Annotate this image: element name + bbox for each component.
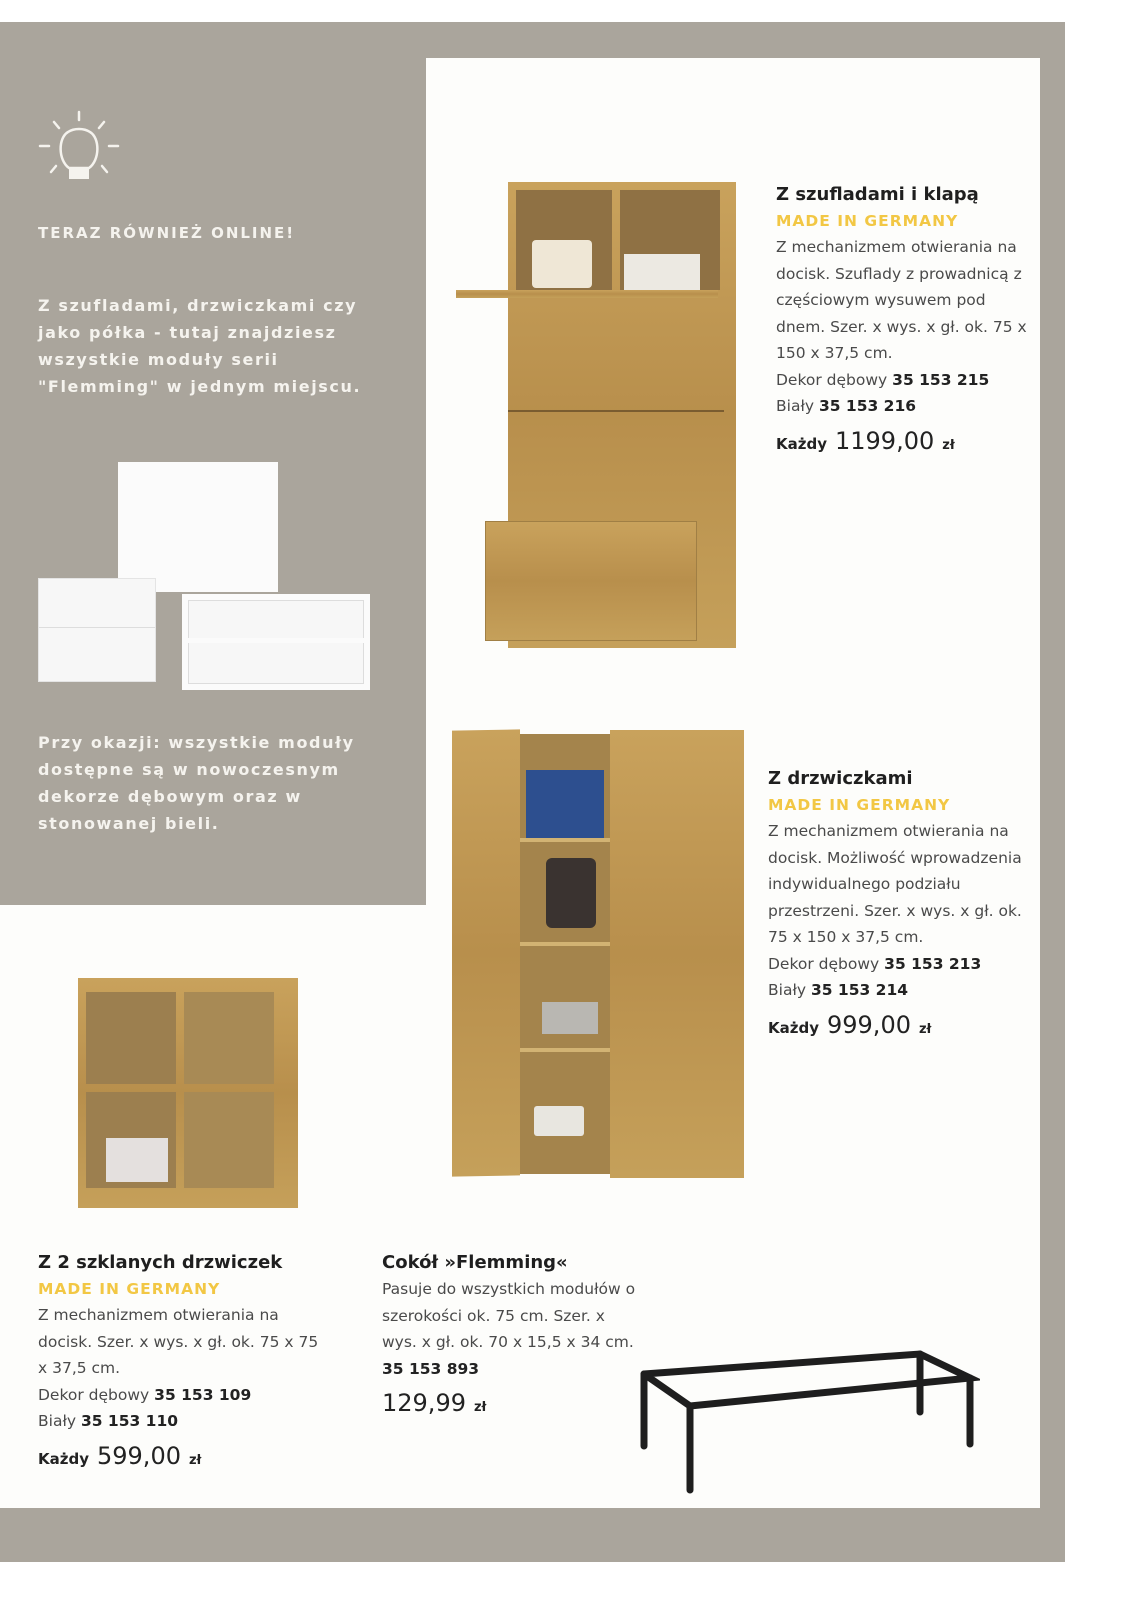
each-label: Każdy <box>38 1449 89 1468</box>
product-description: Z mechanizmem otwierania na docisk. Możliwość wprowadzenia indywidualnego podziału przestrzeni. Szer. x wys. x gł. ok. 75 x 150 x 37,5 cm. <box>768 822 1022 946</box>
promo-paragraph: Z szufladami, drzwiczkami czy jako półka - tutaj znajdziesz wszystkie moduły serii "Flemming" w jednym miejscu. <box>38 296 362 396</box>
price: 129,99 <box>382 1389 466 1417</box>
variant-label: Biały <box>38 1412 77 1430</box>
product-code: 35 153 893 <box>382 1359 480 1378</box>
cabinet-drawers-flap-image <box>496 182 740 652</box>
each-label: Każdy <box>768 1018 819 1037</box>
product-description: Z mechanizmem otwierania na docisk. Szuflady z prowadnicą z częściowym wysuwem pod dnem. Szer. x wys. x gł. ok. 75 x 150 x 37,5 cm. <box>776 238 1027 362</box>
product-title: Z 2 szklanych drzwiczek <box>38 1252 283 1273</box>
price: 599,00 <box>97 1441 181 1470</box>
white-modules-image <box>118 462 278 592</box>
product-title: Cokół »Flemming« <box>382 1252 568 1273</box>
product-code: 35 153 110 <box>80 1412 179 1430</box>
promo-paragraph-2: Przy okazji: wszystkie moduły dostępne są w nowoczesnym dekorze dębowym oraz w stonowanej bieli. <box>38 733 355 833</box>
promo-heading: TERAZ RÓWNIEŻ ONLINE! <box>38 224 296 242</box>
variant-label: Dekor dębowy <box>38 1385 150 1404</box>
currency: zł <box>473 1400 487 1415</box>
product-description: Z mechanizmem otwierania na docisk. Szer. x wys. x gł. ok. 75 x 75 x 37,5 cm. <box>38 1306 319 1377</box>
currency: zł <box>942 437 955 453</box>
product-plinth <box>382 1250 642 1422</box>
cabinet-doors-image <box>452 730 744 1180</box>
product-doors <box>768 766 1028 1043</box>
made-in-badge: MADE IN GERMANY <box>38 1280 221 1298</box>
variant-label: Dekor dębowy <box>768 954 880 973</box>
product-code: 35 153 109 <box>154 1385 252 1404</box>
variant-label: Biały <box>776 397 815 415</box>
product-title: Z szufladami i klapą <box>776 184 979 205</box>
each-label: Każdy <box>776 434 827 453</box>
made-in-badge: MADE IN GERMANY <box>768 796 951 814</box>
product-glass-doors <box>38 1250 328 1474</box>
product-code: 35 153 213 <box>884 954 982 973</box>
product-code: 35 153 215 <box>892 370 990 389</box>
variant-label: Biały <box>768 981 807 999</box>
product-drawers-flap <box>776 182 1036 459</box>
product-description: Pasuje do wszystkich modułów o szerokości ok. 75 cm. Szer. x wys. x gł. ok. 70 x 15,5 x 34 cm. <box>382 1280 636 1351</box>
metal-plinth-frame-image <box>630 1350 980 1500</box>
white-shelf-unit-image <box>182 594 370 690</box>
currency: zł <box>918 1021 932 1037</box>
glass-door-shelf-image <box>78 978 298 1208</box>
white-drawer-unit-image <box>38 578 156 682</box>
variant-label: Dekor dębowy <box>776 370 888 389</box>
price: 1199,00 <box>835 426 935 455</box>
currency: zł <box>188 1452 202 1468</box>
lightbulb-icon <box>36 108 122 194</box>
product-title: Z drzwiczkami <box>768 768 913 789</box>
price: 999,00 <box>827 1010 911 1039</box>
made-in-badge: MADE IN GERMANY <box>776 212 959 230</box>
product-code: 35 153 216 <box>818 397 917 415</box>
product-code: 35 153 214 <box>810 981 909 999</box>
